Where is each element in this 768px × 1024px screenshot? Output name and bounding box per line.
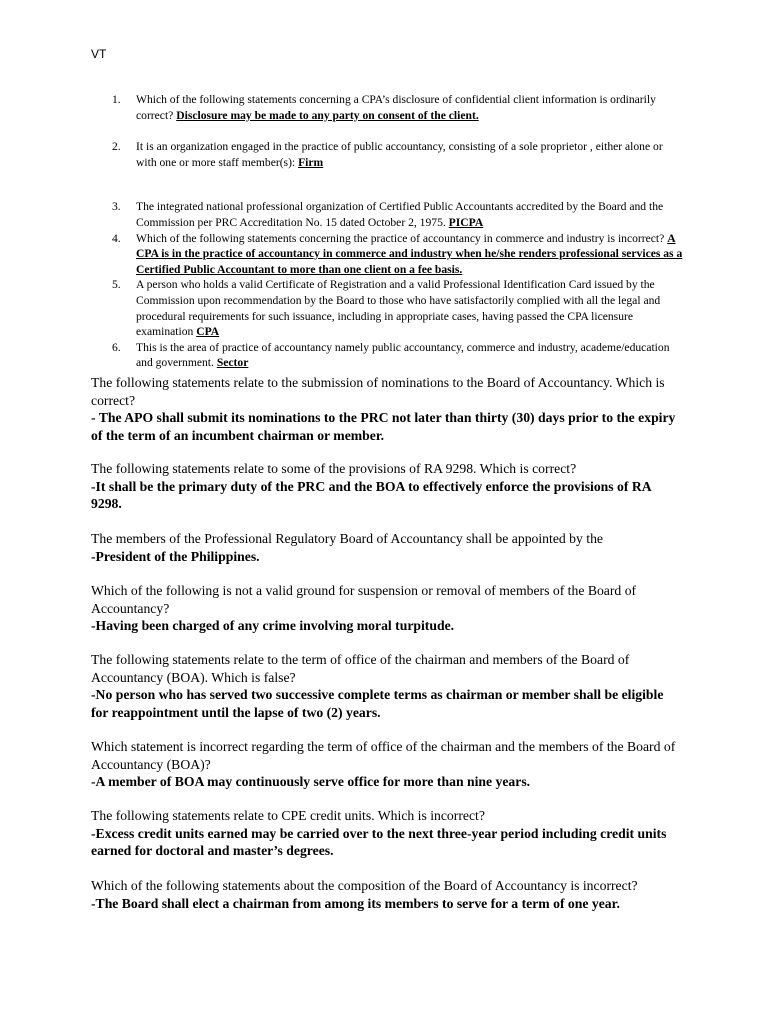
numbered-item — [112, 277, 684, 339]
numbered-item — [112, 139, 684, 170]
numbered-item — [112, 199, 684, 230]
item-question: It is an organization engaged in the practice of public accountancy, consisting of a sole proprietor , either alone or with one or more staff member(s): — [136, 140, 663, 169]
qa-answer: -No person who has served two successive complete terms as chairman or member shall be eligible for reappointment until the lapse of two (2) years. — [91, 687, 664, 720]
item-number: 3. — [112, 200, 121, 214]
qa-question: The members of the Professional Regulatory Board of Accountancy shall be appointed by the — [91, 531, 604, 546]
item-answer: CPA — [196, 325, 220, 339]
qa-question: Which statement is incorrect regarding the term of office of the chairman and the members of the Board of Accountancy (BOA)? — [91, 739, 676, 772]
qa-question: Which of the following statements about the composition of the Board of Accountancy is incorrect? — [91, 878, 638, 893]
item-answer: A CPA is in the practice of accountancy in commerce and industry when he/she renders professional services as a Certified Public Accountant to more than one client on a fee basis. — [136, 231, 683, 276]
header-label: VT — [91, 47, 107, 61]
item-number: 2. — [112, 140, 121, 154]
qa-block — [91, 877, 681, 912]
numbered-question-list — [112, 92, 684, 371]
qa-answer: -Having been charged of any crime involving moral turpitude. — [91, 618, 455, 633]
item-question: A person who holds a valid Certificate of Registration and a valid Professional Identification Card issued by the Commission upon recommendation by the Board to those who have satisfactorily complied with all the legal and procedural requirements for such issuance, including in appropriate cases, having passed the CPA licensure examination — [136, 278, 661, 339]
qa-question: The following statements relate to CPE credit units. Which is incorrect? — [91, 808, 485, 823]
qa-block — [91, 582, 681, 635]
item-body — [136, 199, 684, 230]
qa-question: Which of the following is not a valid ground for suspension or removal of members of the Board of Accountancy? — [91, 583, 637, 616]
item-answer: Sector — [216, 356, 249, 370]
qa-answer: -President of the Philippines. — [91, 548, 260, 564]
item-number: 5. — [112, 278, 121, 292]
item-body — [136, 277, 684, 339]
qa-answer: - The APO shall submit its nominations to the PRC not later than thirty (30) days prior to the expiry of the term of an incumbent chairman or member. — [91, 410, 676, 443]
item-answer: Firm — [298, 155, 324, 169]
item-body — [136, 139, 684, 170]
qa-block — [91, 460, 681, 513]
item-number: 1. — [112, 93, 121, 106]
qa-answer: -It shall be the primary duty of the PRC and the BOA to effectively enforce the provisions of RA 9298. — [91, 478, 651, 511]
qa-block — [91, 807, 681, 860]
item-question: This is the area of practice of accountancy namely public accountancy, commerce and industry, academe/education and government. — [136, 340, 670, 370]
item-question: The integrated national professional organization of Certified Public Accountants accredited by the Board and the Commission per PRC Accreditation No. 15 dated October 2, 1975. — [136, 200, 664, 229]
numbered-item — [112, 92, 684, 123]
item-body — [136, 231, 684, 278]
qa-question: The following statements relate to some of the provisions of RA 9298. Which is correct? — [91, 461, 577, 476]
item-question: Which of the following statements concerning the practice of accountancy in commerce and industry is incorrect? — [136, 231, 668, 245]
item-answer: Disclosure may be made to any party on consent of the client. — [176, 108, 479, 122]
qa-answer: -Excess credit units earned may be carried over to the next three-year period including credit units earned for doctoral and master’s degrees. — [91, 825, 667, 858]
item-question: Which of the following statements concerning a CPA’s disclosure of confidential client information is ordinarily correct? — [136, 93, 656, 122]
qa-question: The following statements relate to the term of office of the chairman and members of the Board of Accountancy (BOA). Which is false? — [91, 652, 630, 685]
numbered-item — [112, 231, 684, 278]
qa-question: The following statements relate to the submission of nominations to the Board of Accountancy. Which is correct? — [91, 375, 665, 408]
item-answer: PICPA — [448, 215, 484, 229]
qa-answer: -A member of BOA may continuously serve office for more than nine years. — [91, 774, 531, 789]
qa-block — [91, 738, 681, 791]
item-number: 4. — [112, 231, 121, 245]
qa-block — [91, 651, 681, 721]
item-body — [136, 92, 684, 123]
item-body — [136, 340, 684, 371]
qa-answer: -The Board shall elect a chairman from among its members to serve for a term of one year. — [91, 895, 620, 911]
numbered-item — [112, 340, 684, 371]
qa-block — [91, 374, 681, 444]
item-number: 6. — [112, 340, 121, 354]
qa-block — [91, 530, 681, 565]
